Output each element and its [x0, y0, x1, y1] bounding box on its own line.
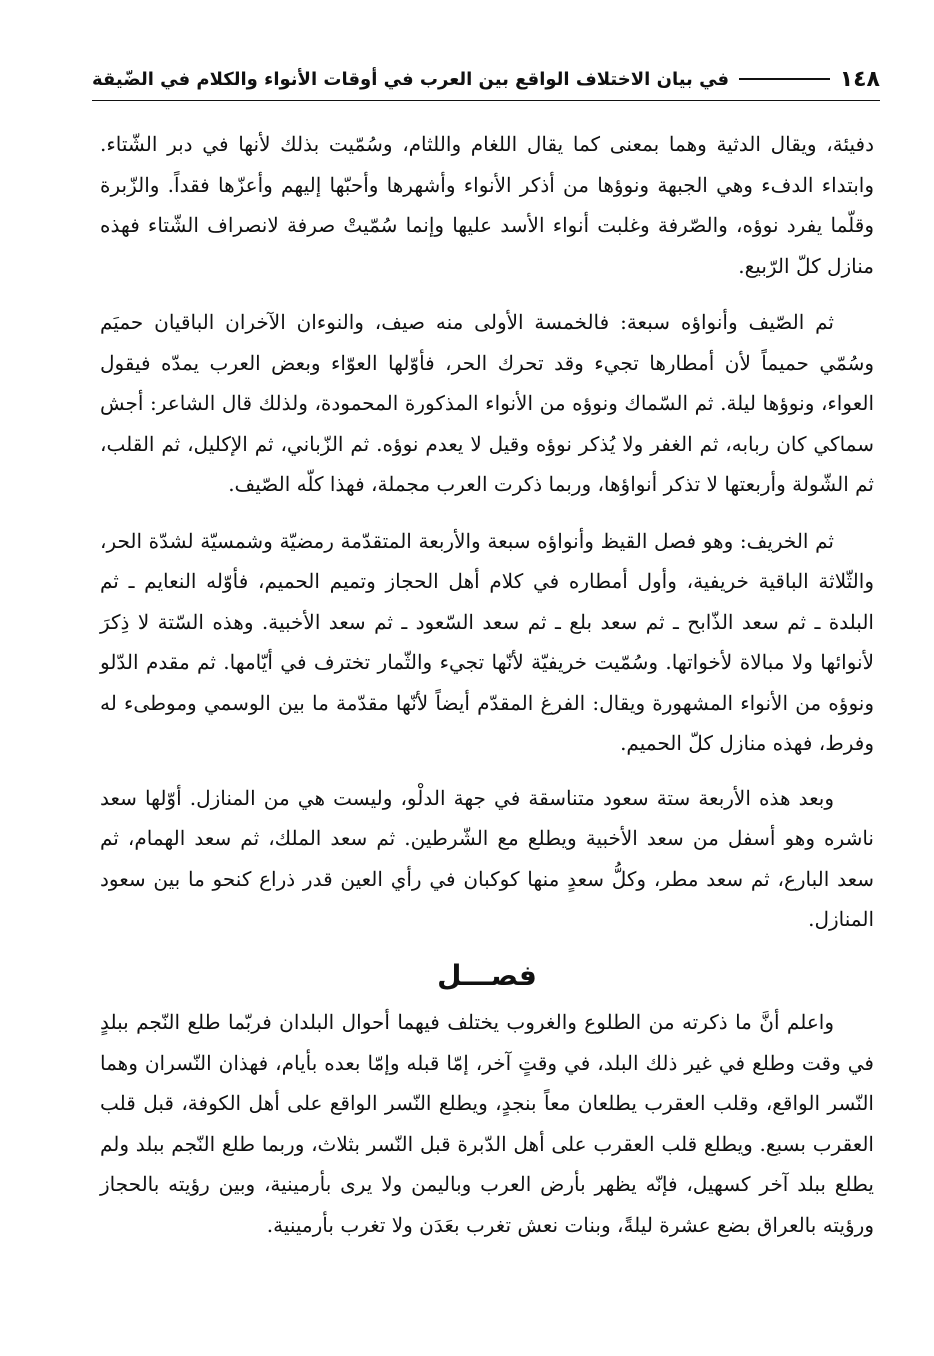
page-number: ١٤٨: [839, 66, 880, 92]
paragraph: واعلم أنَّ ما ذكرته من الطلوع والغروب يختلف فيهما أحوال البلدان فربّما طلع النّجم ببلدٍ في وقت وطلع في غير ذلك البلد، في وقتٍ آخر، إمّا قبله وإمّا بعده بأيام، فهذان النّسران وهما النّسر الواقع، وقلب العقرب يطلعان معاً بنجدٍ، ويطلع النّسر الواقع على أهل الكوفة، قبل قلب العقرب بسبع. ويطلع قلب العقرب على أهل الدّبرة قبل النّسر بثلاث، وربما طلع النّجم ببلد ولم يطلع ببلد آخر كسهيل، فإنّه يظهر بأرض العرب وباليمن ولا يرى بأرمينية، وبين رؤيته بالحجاز ورؤيته بالعراق بضع عشرة ليلةً، وبنات نعش تغرب بعَدَن ولا تغرب بأرمينية.: [100, 1010, 874, 1237]
paragraph: ثم الخريف: وهو فصل القيظ وأنواؤه سبعة والأربعة المتقدّمة رمضيّة وشمسيّة لشدّة الحر، والثّلاثة الباقية خريفية، وأول أمطاره في كلام أهل الحجاز وتميم الحميم، فأوّله النعايم ـ ثم البلدة ـ ثم سعد الذّابح ـ ثم سعد بلع ـ ثم سعد السّعود ـ ثم سعد الأخبية. وهذه السّتة لا ذِكرَ لأنوائها ولا مبالاة لأخواتها. وسُمّيت خريفيّة لأنّها تجيء والثّمار تخترف في أيّامها. ثم مقدم الدّلو ونوؤه من الأنواء المشهورة ويقال: الفرغ المقدّم أيضاً لأنّها مقدّمة ما بين الوسمي وموطىء له وفرط، فهذه منازل كلّ الحميم.: [100, 528, 875, 755]
page-header: [92, 62, 880, 101]
body-text: [100, 124, 874, 1245]
section-heading: فصـــل: [437, 958, 537, 992]
header-rule: [739, 78, 830, 80]
running-title: في بيان الاختلاف الواقع بين العرب في أوقات الأنواء والكلام في الضّيقة: [92, 68, 730, 90]
paragraph: ثم الصّيف وأنواؤه سبعة: فالخمسة الأولى منه صيف، والنوءان الآخران الباقيان حميَم وسُمّي حميماً لأن أمطارها تجيء وقد تحرك الحر، فأوّلها العوّاء وبعض العرب يمدّه فيقول العواء، ونوؤها ليلة. ثم السّماك ونوؤه من الأنواء المذكورة المحمودة، ولذلك قال الشاعر: أجش سماكي كان ربابه، ثم الغفر ولا يُذكر نوؤه وقيل لا يعدم نوؤه. ثم الزّباني، ثم الإكليل، ثم القلب، ثم الشّولة وأربعتها لا تذكر أنواؤها، وربما ذكرت العرب مجملة، فهذا كلّه الصّيف.: [100, 310, 874, 496]
paragraph: وبعد هذه الأربعة ستة سعود متناسقة في جهة الدلْو، وليست هي من المنازل. أوّلها سعد ناشره وهو أسفل من سعد الأخبية ويطلع مع الشّرطين. ثم سعد الملك، ثم سعد الهمام، ثم سعد البارع، ثم سعد مطر، وكلُّ سعدٍ منها كوكبان في رأي العين قدر ذراع كنحو ما بين سعود المنازل.: [100, 785, 874, 931]
paragraph: دفيئة، ويقال الدثية وهما بمعنى كما يقال اللغام واللثام، وسُمّيت بذلك لأنها في دبر الشّتاء. وابتداء الدفء وهي الجبهة ونوؤها من أذكر الأنواء وأشهرها وأحبّها إليهم وأعزّها فقداً. والزّبرة وقلّما يفرد نوؤه، والصّرفة وغلبت أنواء الأسد عليها وإنما سُمّيتْ صرفة لانصراف الشّتاء فهذه منازل كلّ الرّبيع.: [100, 132, 874, 278]
